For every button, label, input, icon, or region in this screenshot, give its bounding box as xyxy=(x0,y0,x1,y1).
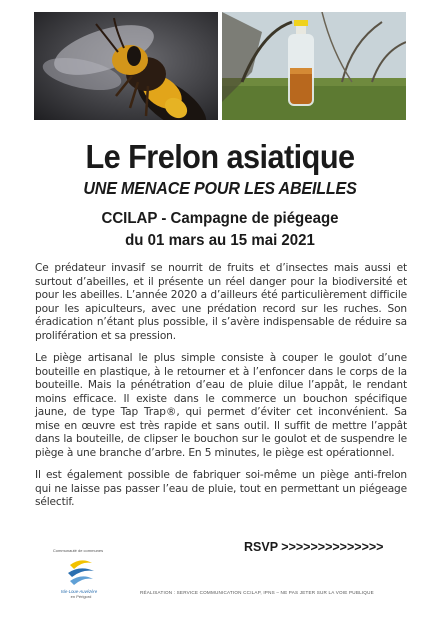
page-title: Le Frelon asiatique xyxy=(85,138,355,175)
campaign-heading xyxy=(13,208,427,252)
body-text xyxy=(35,262,407,519)
campaign-line-2: du 01 mars au 15 mai 2021 xyxy=(125,232,315,249)
ccilap-logo xyxy=(52,548,106,610)
paragraph-3: Il est également possible de fabriquer soi-même un piège anti-frelon qui ne laisse pas passer l’eau de pluie, tout en permettant un piégeage sélectif. xyxy=(35,469,407,508)
wave-logo-icon xyxy=(66,555,96,589)
rsvp-label: RSVP >>>>>>>>>>>>>> xyxy=(244,540,384,554)
logo-top-text: Communauté de communes xyxy=(52,548,104,553)
logo-middle-text: Isle-Loue-Auvézère xyxy=(60,589,98,594)
page-subtitle: UNE MENACE POUR LES ABEILLES xyxy=(83,178,357,198)
campaign-line-1: CCILAP - Campagne de piégeage xyxy=(101,210,339,227)
paragraph-1: Ce prédateur invasif se nourrit de fruits et d’insectes mais aussi et surtout d’abeilles, et il présente un réel danger pour la biodiversité et pour les abeilles. L’année 2020 a d’ailleurs été particulièrement difficile pour les apiculteurs, avec une prédation record sur les ruches. Son éradication n’étant plus possible, il s’avère indispensable de réduire sa prolifération et sa pression. xyxy=(35,262,407,342)
logo-bottom-text: en Périgord xyxy=(70,594,92,599)
paragraph-2: Le piège artisanal le plus simple consiste à couper le goulot d’une bouteille en plastique, à le retourner et à l’enfoncer dans le corps de la bouteille. Mais la pénétration d’eau de pluie dilue l’appât, le rendant moins efficace. Il existe dans le commerce un bouchon spécifique jaune, de type Tap Trap®, qui permet d’éviter cet inconvénient. Sa mise en œuvre est très rapide et sans outil. Il suffit de mettre l’appât dans la bouteille, de clipser le bouchon sur le goulot et de suspendre le piège à une branche d’arbre. En 5 minutes, le piège est opérationnel. xyxy=(35,352,407,459)
hornet-photo xyxy=(34,12,218,120)
footer-credit: RÉALISATION : SERVICE COMMUNICATION CCILAP, IPNS – NE PAS JETER SUR LA VOIE PUBLIQUE xyxy=(140,590,374,595)
bottle-trap-photo xyxy=(222,12,406,120)
